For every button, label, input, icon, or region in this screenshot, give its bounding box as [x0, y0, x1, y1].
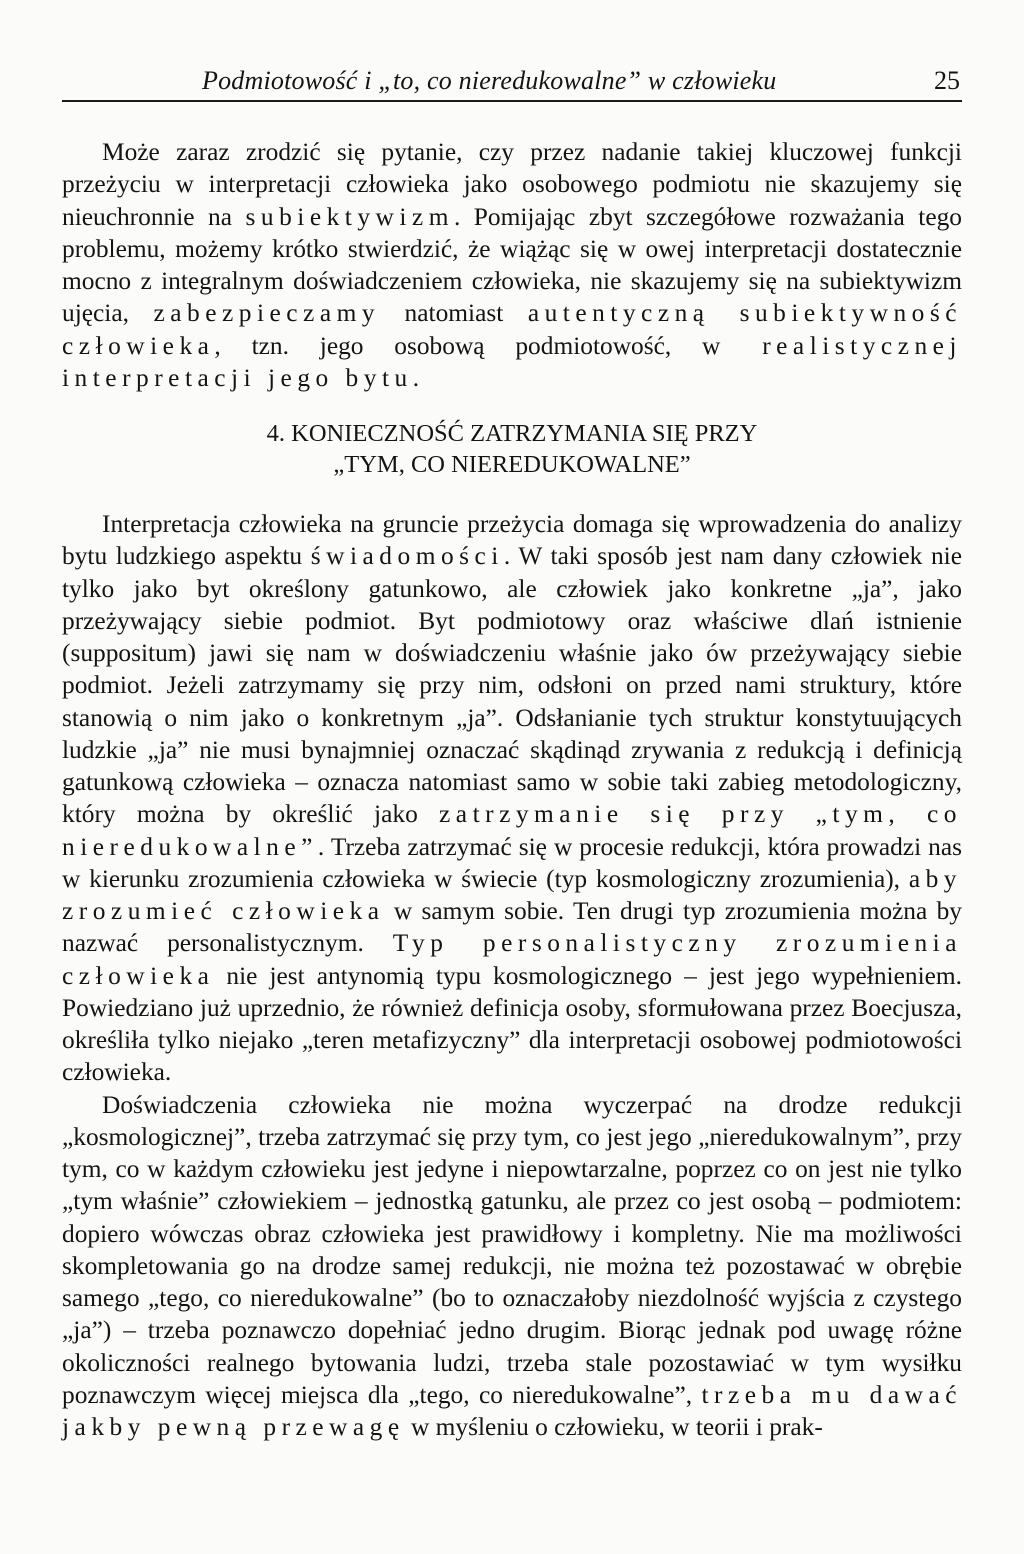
- spaced-emphasis: subiektywizm: [245, 202, 454, 231]
- text-run: , tzn. jego osobową podmiotowość,: [214, 331, 703, 360]
- page-number: 25: [934, 66, 960, 95]
- spaced-emphasis: autentyczną subiektywność człowieka: [62, 299, 962, 360]
- section-heading: [62, 418, 962, 480]
- body-text: [62, 136, 962, 1443]
- spaced-emphasis: zabezpieczamy: [153, 299, 381, 328]
- running-head: [62, 60, 962, 102]
- spaced-emphasis: świadomości: [310, 542, 504, 571]
- text-run: w myśleniu o człowieku, w teorii i prak-: [404, 1413, 823, 1441]
- section-title-line-1: KONIECZNOŚĆ ZATRZYMANIA SIĘ PRZY: [291, 420, 758, 447]
- text-run: . Pomijając zbyt szczegółowe rozważania tego problemu, możemy krótko stwierdzić, że wiążąc się w owej interpretacji dostatecznie mocno z integralnym doświadczeniem człowieka, nie skazujemy się na subiektywizm ujęcia,: [62, 202, 962, 328]
- text-run: .: [412, 363, 420, 392]
- spaced-emphasis: zatrzymanie się przy „tym, co nieredukowalne”: [62, 800, 962, 861]
- text-run: w samym sobie. Ten drugi typ zrozumienia można by nazwać personalistycznym.: [62, 897, 962, 958]
- paragraph-3: [62, 1089, 962, 1444]
- spaced-emphasis: trzeba mu dawać jakby pewną przewagę: [62, 1380, 962, 1441]
- paragraph-1: [62, 136, 962, 394]
- running-title: Podmiotowość i „to, co nieredukowalne” w człowieku: [202, 66, 777, 95]
- text-run: nie jest antynomią typu kosmologicznego – jest jego wypełnieniem. Powiedziano już uprzednio, że również definicja osoby, sformułowana przez Boecjusza, określiła tylko niejako „teren metafizyczny” dla interpretacji osobowej podmiotowości człowieka.: [62, 961, 962, 1087]
- section-heading-line-1: [62, 418, 962, 449]
- text-run: . W taki sposób jest nam dany człowiek nie tylko jako byt określony gatunkowo, ale człowiek jako konkretne „ja”, jako przeżywający siebie podmiot. Byt podmiotowy oraz właściwe dlań istnienie (suppositum) jawi się nam w doświadczeniu właśnie jako ów przeżywający siebie podmiot. Jeżeli zatrzymamy się przy nim, odsłoni on przed nami struktury, które stanowią o nim jako o konkretnym „ja”. Odsłanianie tych struktur konstytuujących ludzkie „ja” nie musi bynajmniej oznaczać skądinąd zrywania z redukcją i definicją gatunkową człowieka – oznacza natomiast samo w sobie taki zabieg metodologiczny, który można by określić jako: [62, 542, 962, 829]
- text-run: natomiast: [380, 299, 528, 328]
- spaced-emphasis: w realistycznej interpretacji jego bytu: [62, 331, 962, 392]
- paragraph-2: [62, 508, 962, 1089]
- spaced-emphasis: Typ personalistyczny zrozumienia człowieka: [62, 929, 962, 990]
- text-run: Interpretacja człowieka na gruncie przeżycia domaga się wprowadzenia do analizy bytu ludzkiego aspektu: [62, 510, 962, 571]
- text-run: Doświadczenia człowieka nie można wyczerpać na drodze redukcji „kosmologicznej”, trzeba zatrzymać się przy tym, co jest jego „nieredukowalnym”, przy tym, co w każdym człowieku jest jedyne i niepowtarzalne, poprzez co on jest nie tylko „tym właśnie” człowiekiem – jednostką gatunku, ale przez co jest osobą – podmiotem: dopiero wówczas obraz człowieka jest prawidłowy i kompletny. Nie ma możliwości skompletowania go na drodze samej redukcji, nie można też pozostawać w obrębie samego „tego, co nieredukowalne” (bo to oznaczałoby niezdolność wyjścia z czystego „ja”) – trzeba poznawczo dopełniać jedno drugim. Biorąc jednak pod uwagę różne okoliczności realnego bytowania ludzi, trzeba stale pozostawiać w tym wysiłku poznawczym więcej miejsca dla „tego, co nieredukowalne”,: [62, 1090, 962, 1409]
- section-number: 4.: [266, 420, 286, 447]
- text-run: Może zaraz zrodzić się pytanie, czy przez nadanie takiej kluczowej funkcji przeżyciu w interpretacji człowieka jako osobowego podmiotu nie skazujemy się nieuchronnie na: [62, 138, 962, 231]
- spaced-emphasis: aby zrozumieć człowieka: [62, 864, 962, 925]
- section-title-line-2: „TYM, CO NIEREDUKOWALNE”: [333, 451, 691, 478]
- text-run: . Trzeba zatrzymać się w procesie redukcji, która prowadzi nas w kierunku zrozumienia człowieka w świecie (typ kosmologiczny zrozumienia),: [62, 832, 962, 893]
